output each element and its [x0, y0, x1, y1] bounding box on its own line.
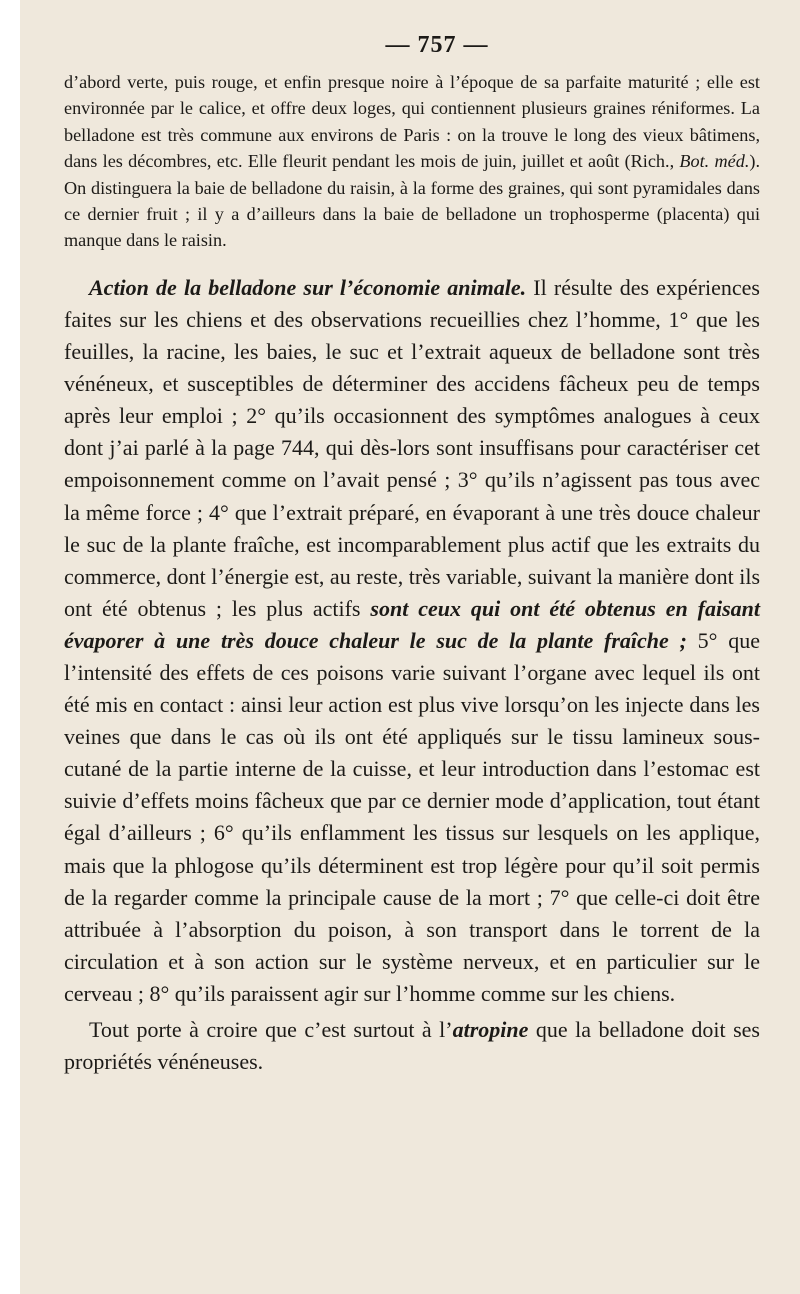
- reference-italic: Bot. méd.: [679, 151, 750, 172]
- paragraph-text: Tout porte à croire que c’est surtout à l’: [89, 1017, 453, 1042]
- paragraph-action: [64, 272, 760, 1010]
- emphasis-italic: sont ceux qui ont été obtenus en faisant évaporer à une très douce chaleur le suc de la plante fraîche ;: [64, 595, 760, 653]
- paragraph-text: Il résulte des expériences faites sur les chiens et des observations recueillies chez l’homme, 1° que les feuilles, la racine, les baies, le suc et l’extrait aqueux de belladone sont très vénéneux, et susceptibles de déterminer des accidens fâcheux peu de temps après leur emploi ; 2° qu’ils occasionnent des symptômes analogues à ceux dont j’ai parlé à la page 744, qui dès-lors sont insuffisans pour caractériser cet empoisonnement comme on l’avait pensé ; 3° qu’ils n’agissent pas tous avec la même force ; 4° que l’extrait préparé, en évaporant à une très douce chaleur le suc de la plante fraîche, est incomparablement plus actif que les extraits du commerce, dont l’énergie est, au reste, très variable, suivant la manière dont ils ont été obtenus ; les plus actifs: [64, 274, 761, 621]
- paragraph-conclusion: [64, 1014, 760, 1078]
- paragraph-text: que la belladone doit ses propriétés vénéneuses.: [64, 1017, 760, 1075]
- paragraph-text: d’abord verte, puis rouge, et enfin presque noire à l’époque de sa parfaite maturité ; elle est environnée par le calice, et offre deux loges, qui contiennent plusieurs graines réniformes. La belladone est très commune aux environs de Paris : on la trouve le long des vieux bâtimens, dans les décombres, etc. Elle fleurit pendant les mois de juin, juillet et août (Rich.,: [64, 72, 760, 172]
- page-number: — 757 —: [385, 32, 489, 58]
- term-italic: atropine: [452, 1017, 529, 1042]
- paragraph-text: 5° que l’intensité des effets de ces poisons varie suivant l’organe avec lequel ils ont été mis en contact : ainsi leur action est plus vive lorsqu’on les injecte dans les veines que dans le cas où ils ont été appliqués sur le tissu lamineux sous-cutané de la partie interne de la cuisse, et leur introduction dans l’estomac est suivie d’effets moins fâcheux que par ce dernier mode d’application, tout étant égal d’ailleurs ; 6° qu’ils enflamment les tissus sur lesquels on les applique, mais que la phlogose qu’ils déterminent est trop légère pour qu’il soit permis de la regarder comme la principale cause de la mort ; 7° que celle-ci doit être attribuée à l’absorption du poison, à son transport dans le torrent de la circulation et à son action sur le système nerveux, et en particulier sur le cerveau ; 8° qu’ils paraissent agir sur l’homme comme sur les chiens.: [64, 627, 760, 1006]
- section-heading: Action de la belladone sur l’économie animale.: [89, 274, 527, 300]
- book-page: [20, 0, 800, 1294]
- paragraph-continuation: [64, 69, 760, 254]
- paragraph-text: ). On distinguera la baie de belladone du raisin, à la forme des graines, qui sont pyramidales dans ce dernier fruit ; il y a d’ailleurs dans la baie de belladone un trophosperme (placenta) qui manque dans le raisin.: [64, 151, 760, 251]
